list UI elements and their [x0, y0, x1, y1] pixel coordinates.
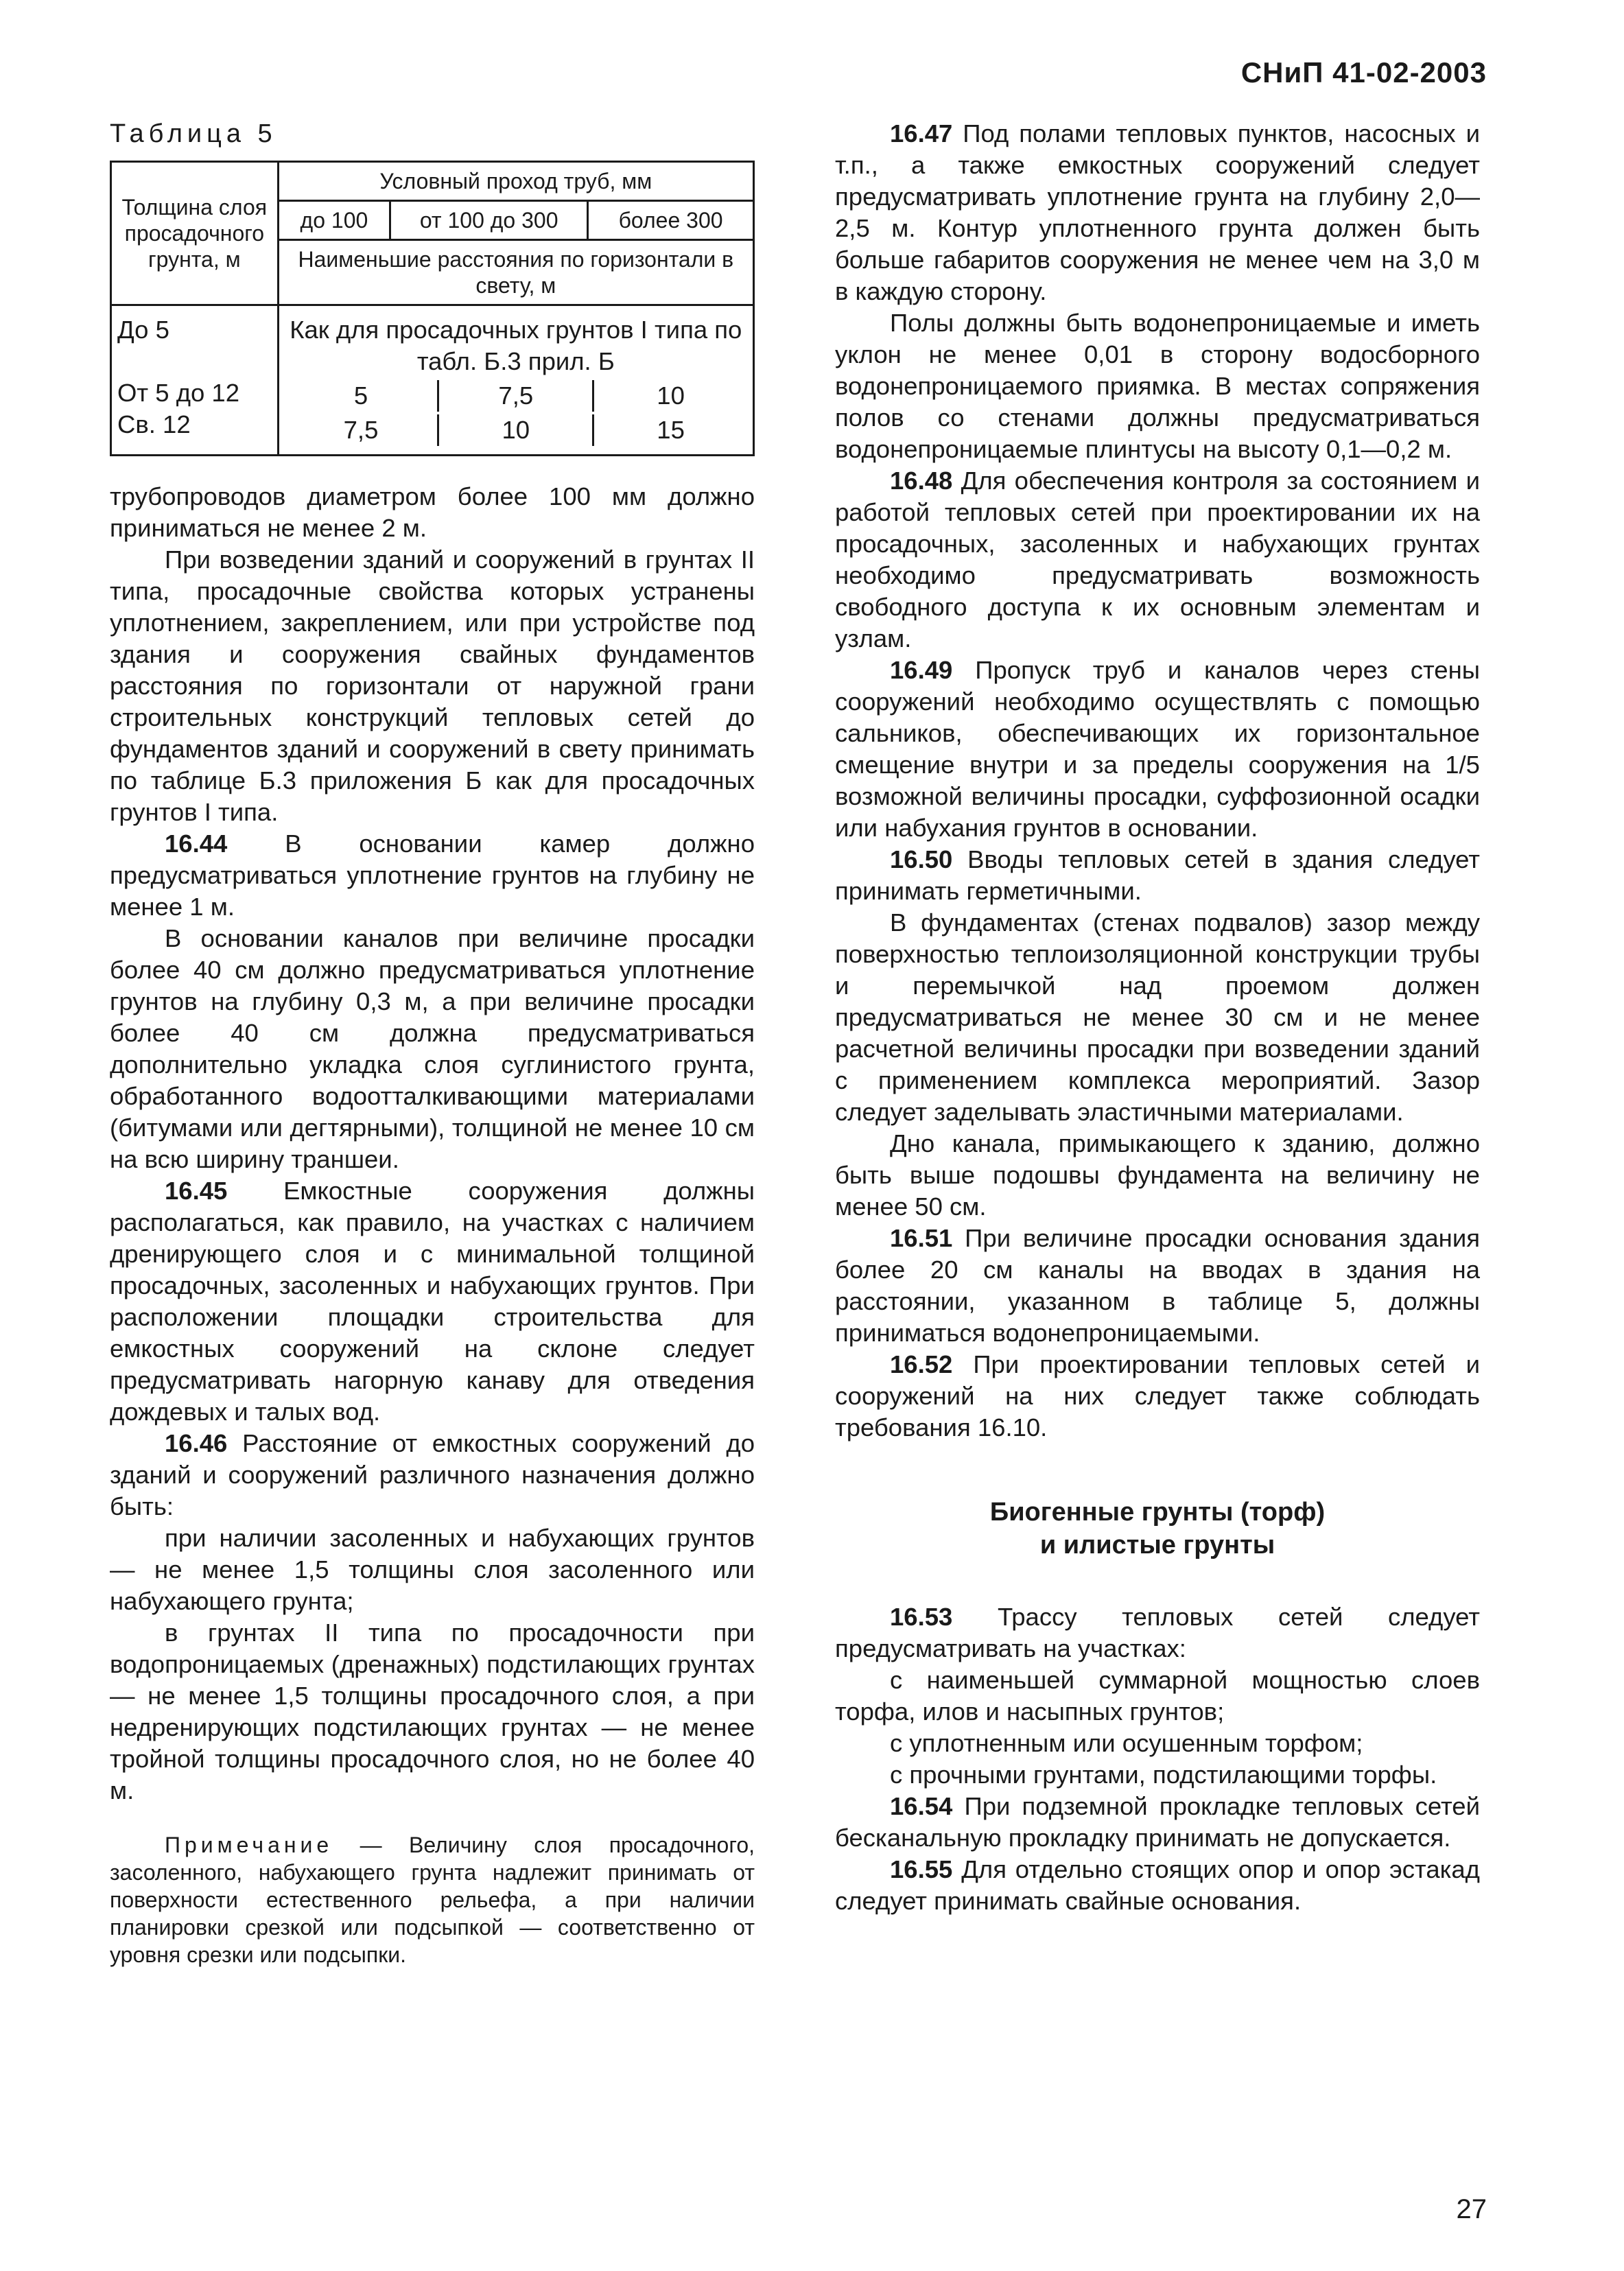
note: [110, 1831, 755, 1968]
clause-number: 16.50: [890, 845, 953, 873]
clause-number: 16.52: [890, 1350, 953, 1378]
clause-number: 16.45: [165, 1177, 228, 1205]
list-item: с прочными грунтами, подстилающими торфы.: [890, 1761, 1437, 1789]
thickness-header: Толщина слоя просадочного грунта, м: [111, 162, 279, 305]
subheader-cell: до 100: [278, 201, 390, 240]
paragraph: Полы должны быть водонепроницаемые и иметь уклон не менее 0,01 в сторону водосборного водонепроницаемого приямка. В местах сопряжения полов со стенами должны предусматриваться водонепроницаемые плинтусы на высоту 0,1—0,2 м.: [835, 309, 1480, 463]
subheader-cell: от 100 до 300: [390, 201, 588, 240]
table-value: 7,5: [343, 416, 379, 444]
clause-text: Расстояние от емкостных сооружений до зданий и сооружений различного назначения должно быть:: [110, 1429, 755, 1520]
clause-16-55: [835, 1854, 1480, 1917]
row-label: До 5: [117, 316, 169, 344]
row-label: Св. 12: [117, 410, 191, 438]
row-note: Как для просадочных грунтов I типа по табл. Б.3 прил. Б: [290, 316, 742, 375]
clause-number: 16.48: [890, 467, 953, 495]
note-text: — Величину слоя просадочного, засоленного, набухающего грунта надлежит принимать от поверхности естественного рельефа, а при наличии планировки срезкой или подсыпкой — соответственно от уровня срезки или подсыпки.: [110, 1833, 755, 1967]
clause-text: В основании камер должно предусматриваться уплотнение грунтов на глубину не менее 1 м.: [110, 829, 755, 921]
clause-number: 16.54: [890, 1792, 953, 1820]
document-code: СНиП 41-02-2003: [1240, 56, 1487, 89]
right-column: [835, 118, 1480, 1917]
clause-number: 16.51: [890, 1224, 953, 1252]
clause-16-52: [835, 1349, 1480, 1444]
table-value: 10: [592, 380, 747, 412]
list-item: с наименьшей суммарной мощностью слоев торфа, илов и насыпных грунтов;: [835, 1666, 1480, 1726]
clause-text: Под полами тепловых пунктов, насосных и т.п., а также емкостных сооружений следует предусматривать уплотнение грунта на глубину 2,0—2,5 м. Контур уплотненного грунта должен быть больше габаритов сооружения не менее чем на 3,0 м в каждую сторону.: [835, 119, 1480, 305]
clause-number: 16.47: [890, 119, 953, 148]
left-column: [110, 118, 755, 1968]
table-value: 15: [592, 414, 747, 446]
row-values-cell: [278, 305, 753, 456]
values-row: [285, 380, 747, 412]
clause-16-49: [835, 655, 1480, 844]
clause-text: Пропуск труб и каналов через стены сооружений необходимо осуществлять с помощью сальников, обеспечивающих их горизонтальное смещение внутри и за пределы сооружения на 1/5 возможной величины просадки, суффозионной осадки или набухания грунтов в основании.: [835, 656, 1480, 842]
clause-16-46: [110, 1428, 755, 1522]
clause-text: Для отдельно стоящих опор и опор эстакад следует принимать свайные основания.: [835, 1855, 1480, 1915]
clause-16-54: [835, 1791, 1480, 1854]
clause-number: 16.55: [890, 1855, 953, 1883]
section-heading: [835, 1496, 1480, 1562]
note-label: Примечание: [165, 1833, 333, 1857]
clause-16-44: [110, 828, 755, 923]
table-value: 7,5: [437, 380, 592, 412]
page-number: 27: [1456, 2194, 1487, 2224]
paragraph: в грунтах II типа по просадочности при водопроницаемых (дренажных) подстилающих грунтах — не менее 1,5 толщины просадочного слоя, а при недренирующих подстилающих грунтах — не менее тройной толщины просадочного слоя, но не более 40 м.: [110, 1619, 755, 1804]
clause-text: Для обеспечения контроля за состоянием и работой тепловых сетей при проектировании их на просадочных, засоленных и набухающих грунтах необходимо предусматривать возможность свободного доступа к их основным элементам и узлам.: [835, 467, 1480, 652]
clause-16-53: [835, 1601, 1480, 1664]
clause-16-50: [835, 844, 1480, 907]
paragraph: При возведении зданий и сооружений в грунтах II типа, просадочные свойства которых устранены уплотнением, закреплением, или при устройстве под здания и сооружения свайных фундаментов расстояния по горизонтали от наружной грани строительных конструкций тепловых сетей до фундаментов зданий и сооружений в свету принимать по таблице Б.3 приложения Б как для просадочных грунтов I типа.: [110, 545, 755, 826]
paragraph: трубопроводов диаметром более 100 мм должно приниматься не менее 2 м.: [110, 482, 755, 542]
section-heading-line: и илистые грунты: [1039, 1531, 1275, 1560]
row-label: От 5 до 12: [117, 379, 240, 407]
clause-16-45: [110, 1175, 755, 1428]
clause-text: Трассу тепловых сетей следует предусматривать на участках:: [835, 1603, 1480, 1662]
clause-16-48: [835, 465, 1480, 655]
clause-text: При подземной прокладке тепловых сетей бесканальную прокладку принимать не допускается.: [835, 1792, 1480, 1852]
clause-number: 16.49: [890, 656, 953, 684]
distance-header: Наименьшие расстояния по горизонтали в свету, м: [278, 240, 753, 305]
clause-number: 16.44: [165, 829, 228, 858]
clause-text: При проектировании тепловых сетей и сооружений на них следует также соблюдать требования 16.10.: [835, 1350, 1480, 1442]
subheader-cell: более 300: [588, 201, 754, 240]
clause-16-51: [835, 1223, 1480, 1349]
clause-number: 16.46: [165, 1429, 228, 1457]
paragraph: В фундаментах (стенах подвалов) зазор между поверхностью теплоизоляционной конструкции трубы и перемычкой над проемом должен предусматриваться не менее 30 см и не менее расчетной величины просадки при возведении зданий с применением комплекса мероприятий. Зазор следует заделывать эластичными материалами.: [835, 908, 1480, 1126]
row-labels-cell: [111, 305, 279, 456]
paragraph: В основании каналов при величине просадки более 40 см должно предусматриваться уплотнение грунтов на глубину 0,3 м, а при величине просадки более 40 см должна предусматриваться дополнительно укладка слоя суглинистого грунта, обработанного водоотталкивающими материалами (битумами или дегтярными), толщиной не менее 10 см на всю ширину траншеи.: [110, 924, 755, 1173]
table-5: [110, 161, 755, 456]
pipe-diameter-header: Условный проход труб, мм: [278, 162, 753, 201]
table-value: 5: [353, 381, 368, 410]
values-row: [285, 414, 747, 446]
list-item: с уплотненным или осушенным торфом;: [890, 1729, 1363, 1757]
section-heading-line: Биогенные грунты (торф): [989, 1498, 1326, 1527]
clause-text: При величине просадки основания здания более 20 см каналы на вводах в здания на расстоянии, указанном в таблице 5, должны приниматься водонепроницаемыми.: [835, 1224, 1480, 1347]
clause-text: Вводы тепловых сетей в здания следует принимать герметичными.: [835, 845, 1480, 905]
clause-text: Емкостные сооружения должны располагаться, как правило, на участках с наличием дренирующего слоя и с минимальной толщиной просадочных, засоленных и набухающих грунтов. При расположении площадки строительства для емкостных сооружений на склоне следует предусматривать нагорную канаву для отведения дождевых и талых вод.: [110, 1177, 755, 1426]
table-caption: Таблица 5: [110, 119, 277, 148]
paragraph: Дно канала, примыкающего к зданию, должно быть выше подошвы фундамента на величину не менее 50 см.: [835, 1129, 1480, 1221]
table-value: 10: [437, 414, 592, 446]
paragraph: при наличии засоленных и набухающих грунтов — не менее 1,5 толщины слоя засоленного или набухающего грунта;: [110, 1524, 755, 1615]
clause-16-47: [835, 118, 1480, 307]
clause-number: 16.53: [890, 1603, 953, 1631]
